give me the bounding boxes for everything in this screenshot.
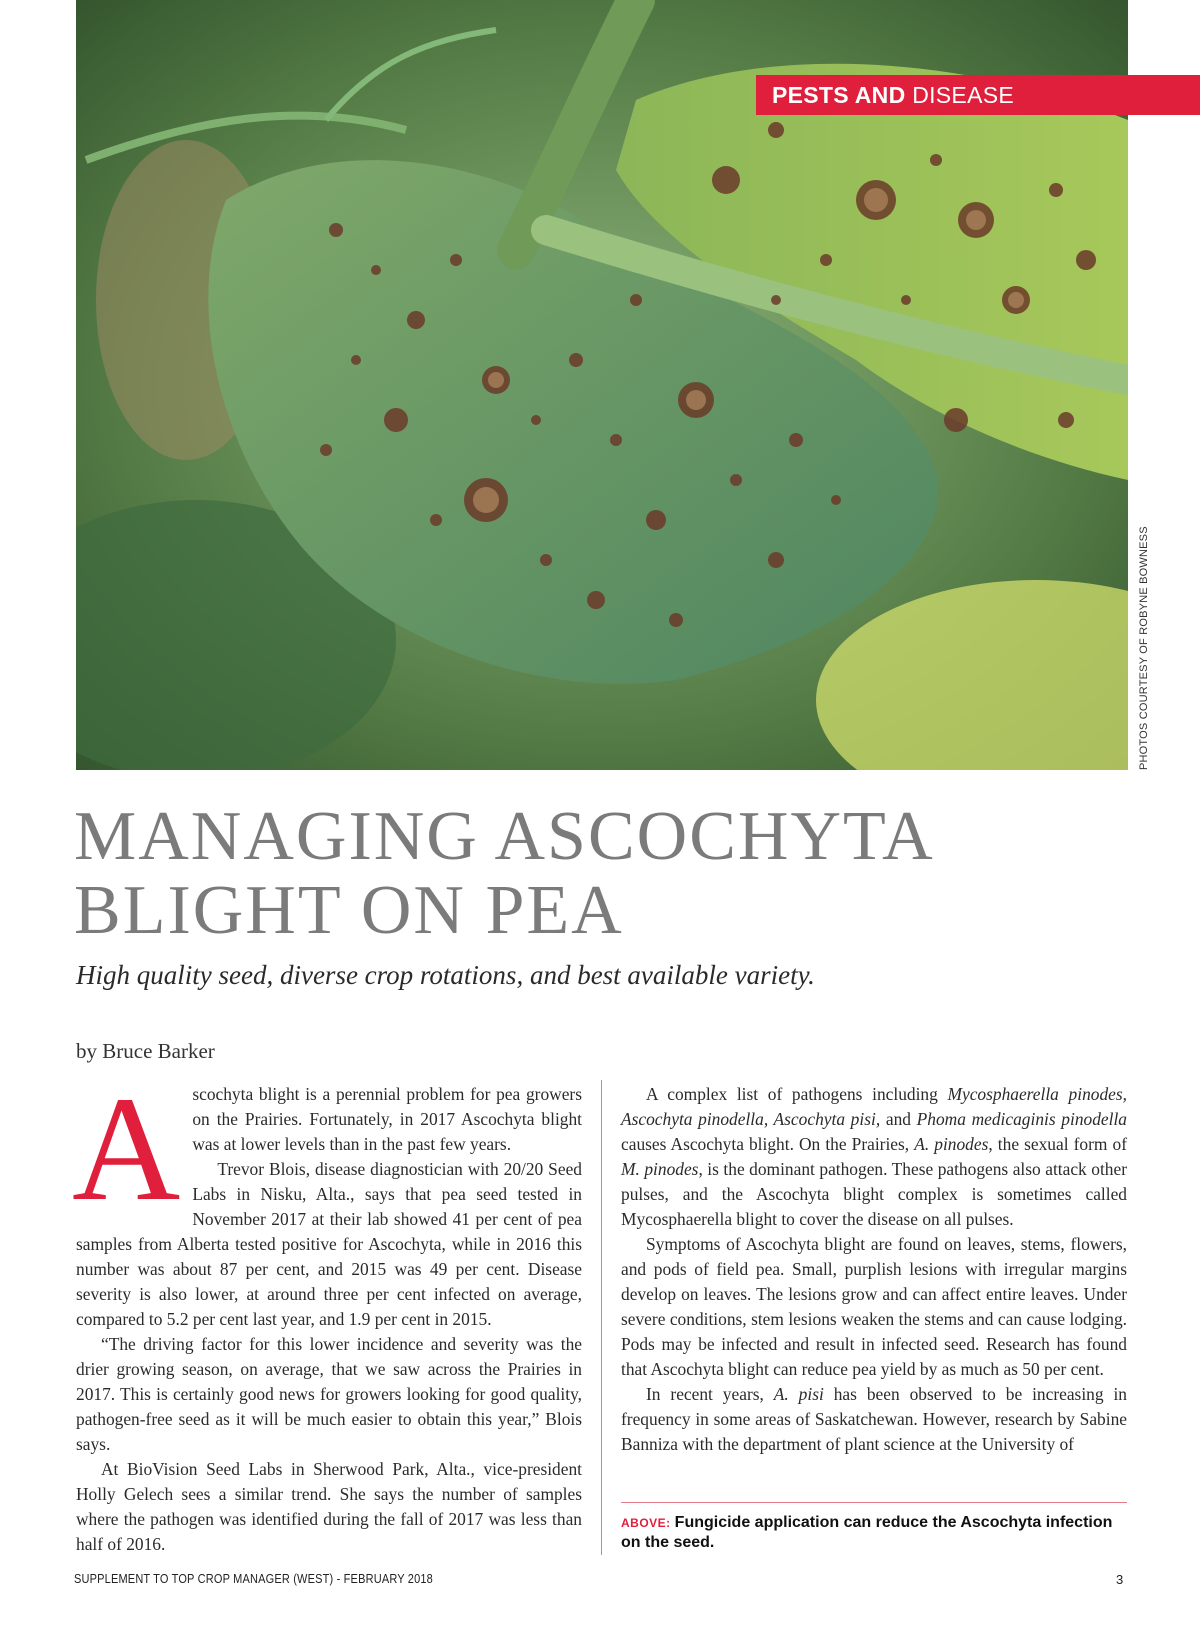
headline-line-2: BLIGHT ON PEA [74, 872, 624, 949]
pea-leaf-image [76, 0, 1128, 770]
drop-cap: A [72, 1066, 181, 1232]
body-column-left [72, 1066, 582, 1557]
paragraph: Trevor Blois, disease diagnostician with 20/20 Seed Labs in Nisku, Alta., says that pea seed tested in November 2017 at their lab showed 41 per cent of pea samples from Alberta tested positive for Ascochyta, while in 2016 this number was about 87 per cent, and 2015 was 49 per cent. Disease severity is also lower, at around three per cent infected on average, compared to 5.2 per cent last year, and 1.9 per cent in 2015. [76, 1159, 582, 1329]
headline-line-1: MANAGING ASCOCHYTA [74, 798, 935, 875]
paragraph: In recent years, A. pisi has been observed to be increasing in frequency in some areas of Saskatchewan. However, research by Sabine Banniza with the department of plant science at the University of [621, 1384, 1128, 1454]
caption-label: ABOVE: [621, 1516, 671, 1530]
article-headline [74, 800, 1134, 948]
footer-publication: SUPPLEMENT TO TOP CROP MANAGER (WEST) - FEBRUARY 2018 [74, 1572, 433, 1586]
section-tag [756, 75, 1200, 115]
article-deck: High quality seed, diverse crop rotations, and best available variety. [76, 960, 815, 990]
paragraph: At BioVision Seed Labs in Sherwood Park, Alta., vice-president Holly Gelech sees a similar trend. She says the number of samples where the pathogen was identified during the fall of 2017 was less than half of 2016. [76, 1459, 582, 1554]
byline: by Bruce Barker [76, 1039, 215, 1063]
body-column-right [621, 1082, 1127, 1457]
section-tag-light: DISEASE [912, 82, 1014, 108]
section-tag-bold: PESTS AND [772, 82, 906, 108]
photo-caption [621, 1513, 1127, 1553]
caption-text: Fungicide application can reduce the Ascochyta infection on the seed. [621, 1514, 1113, 1551]
hero-photo [76, 0, 1128, 770]
column-divider [601, 1080, 602, 1555]
caption-rule [621, 1502, 1127, 1503]
paragraph: “The driving factor for this lower incidence and severity was the drier growing season, on average, that we saw across the Prairies in 2017. This is certainly good news for growers looking for good quality, pathogen-free seed as it will be much easier to obtain this year,” Blois says. [76, 1334, 582, 1454]
paragraph: Symptoms of Ascochyta blight are found on leaves, stems, flowers, and pods of field pea. Small, purplish lesions with irregular margins develop on leaves. The lesions grow and can affect entire leaves. Under severe conditions, stem lesions weaken the stems and can cause lodging. Pods may be infected and result in infected seed. Research has found that Ascochyta blight can reduce pea yield by as much as 50 per cent. [621, 1234, 1127, 1379]
page-number: 3 [1116, 1572, 1124, 1587]
paragraph: scochyta blight is a perennial problem for pea growers on the Prairies. Fortunately, in 2017 Ascochyta blight was at lower levels than in the past few years. [192, 1084, 582, 1154]
photo-credit: PHOTOS COURTESY OF ROBYNE BOWNESS [1138, 526, 1150, 770]
paragraph: A complex list of pathogens including Mycosphaerella pinodes, Ascochyta pinodella, Ascochyta pisi, and Phoma medicaginis pinodella causes Ascochyta blight. On the Prairies, A. pinodes, the sexual form of M. pinodes, is the dominant pathogen. These pathogens also attack other pulses, and the Ascochyta blight complex is sometimes called Mycosphaerella blight to cover the disease on all pulses. [621, 1084, 1127, 1229]
